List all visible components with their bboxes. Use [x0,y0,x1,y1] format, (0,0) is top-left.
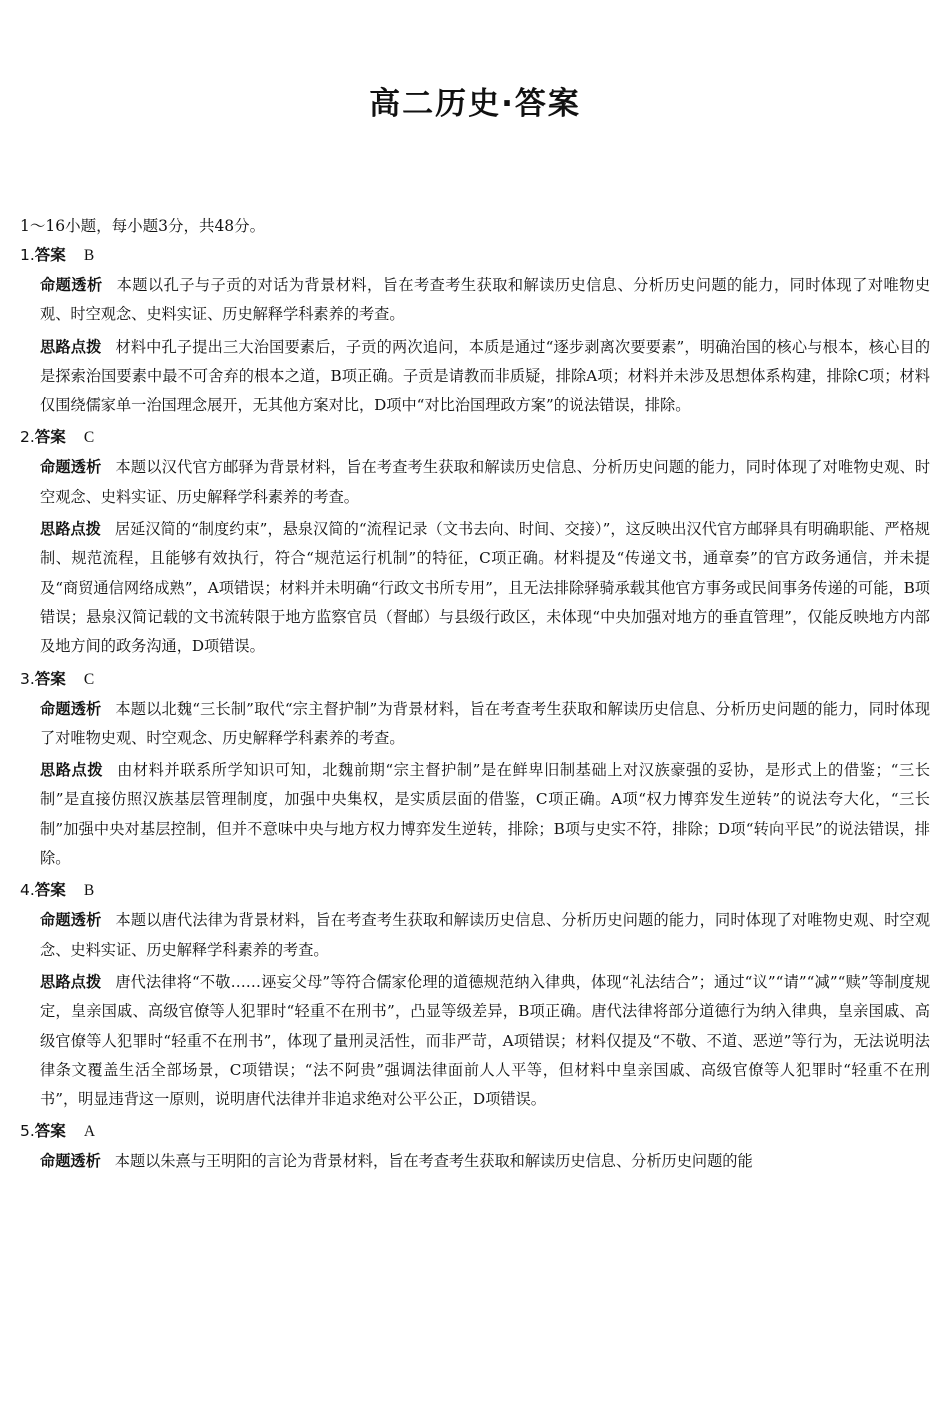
answer-line [20,423,930,452]
analysis-text: 本题以朱熹与王明阳的言论为背景材料，旨在考查考生获取和解读历史信息、分析历史问题的能 [114,1152,753,1171]
analysis-paragraph [40,453,930,512]
answer-letter: A [83,1123,96,1141]
hint-text: 居延汉简的“制度约束”，悬泉汉简的“流程记录（文书去向、时间、交接）”，这反映出汉代官方邮驿具有明确职能、严格规制、规范流程，且能够有效执行，符合“规范运行机制”的特征，C项正确。材料提及“传递文书，通章奏”的官方政务通信，并未提及“商贸通信网络成熟”，A项错误；材料并未明确“行政文书所专用”，且无法排除驿骑承载其他官方事务或民间事务传递的可能，B项错误；悬泉汉简记载的文书流转限于地方监察官员（督邮）与县级行政区，未体现“中央加强对地方的垂直管理”，仅能反映地方内部及地方间的政务沟通，D项错误。 [40,520,930,656]
hint-text: 由材料并联系所学知识可知，北魏前期“宗主督护制”是在鲜卑旧制基础上对汉族豪强的妥协，是形式上的借鉴；“三长制”是直接仿照汉族基层管理制度，加强中央集权，是实质层面的借鉴，C项正确。A项“权力博弈发生逆转”的说法夸大化，“三长制”加强中央对基层控制，但并不意味中央与地方权力博弈发生逆转，排除；B项与史实不符，排除；D项“转向平民”的说法错误，排除。 [40,761,931,868]
page-title: 高二历史·答案 [369,86,581,122]
analysis-text: 本题以北魏“三长制”取代“宗主督护制”为背景材料，旨在考查考生获取和解读历史信息、分析历史问题的能力，同时体现了对唯物史观、时空观念、历史解释学科素养的考查。 [40,699,931,747]
answer-line [20,1117,930,1146]
question-number: 3. [20,669,35,688]
hint-label: 思路点拨 [40,520,101,539]
hint-text: 唐代法律将“不敬……诬妄父母”等符合儒家伦理的道德规范纳入律典，体现“礼法结合”；通过“议”“请”“减”“赎”等制度规定，皇亲国戚、高级官僚等人犯罪时“轻重不在刑书”，凸显等级差异，B项正确。唐代法律将部分道德行为纳入律典，皇亲国戚、高级官僚等人犯罪时“轻重不在刑书”，体现了量刑灵活性，而非严苛，A项错误；材料仅提及“不敬、不道、恶逆”等行为，无法说明法律条文覆盖生活全部场景，C项错误；“法不阿贵”强调法律面前人人平等，但材料中皇亲国戚、高级官僚等人犯罪时“轻重不在刑书”，明显违背这一原则，说明唐代法律并非追求绝对公平公正，D项错误。 [40,972,931,1109]
answer-letter: C [83,429,95,447]
question-3 [20,665,930,874]
answer-content [20,212,930,1180]
intro-line: 1～16小题，每小题3分，共48分。 [20,217,266,235]
question-number: 1. [20,246,35,264]
hint-paragraph [40,333,930,421]
answer-letter: B [83,882,95,900]
hint-label: 思路点拨 [40,972,102,991]
answer-label: 答案 [34,881,66,900]
analysis-text: 本题以汉代官方邮驿为背景材料，旨在考查考生获取和解读历史信息、分析历史问题的能力，同时体现了对唯物史观、时空观念、史料实证、历史解释学科素养的考查。 [40,458,931,506]
answer-label: 答案 [34,669,66,688]
analysis-label: 命题透析 [40,1152,101,1171]
analysis-paragraph [40,906,930,965]
hint-paragraph [40,756,930,873]
analysis-text: 本题以孔子与子贡的对话为背景材料，旨在考查考生获取和解读历史信息、分析历史问题的能力，同时体现了对唯物史观、时空观念、史料实证、历史解释学科素养的考查。 [40,276,931,324]
analysis-label: 命题透析 [40,276,103,294]
question-4 [20,876,930,1114]
question-5 [20,1117,930,1176]
analysis-text: 本题以唐代法律为背景材料，旨在考查考生获取和解读历史信息、分析历史问题的能力，同时体现了对唯物史观、时空观念、史料实证、历史解释学科素养的考查。 [40,911,931,959]
analysis-label: 命题透析 [40,458,102,477]
hint-paragraph [40,968,930,1114]
answer-label: 答案 [34,246,66,264]
answer-label: 答案 [34,1122,66,1141]
answer-line [20,665,930,694]
analysis-label: 命题透析 [40,699,102,718]
answer-line [20,241,930,270]
hint-label: 思路点拨 [40,337,102,356]
hint-label: 思路点拨 [40,761,104,780]
answer-letter: B [83,247,95,264]
answer-letter: C [83,670,95,688]
analysis-paragraph [40,1147,930,1176]
analysis-paragraph [40,271,930,330]
analysis-label: 命题透析 [40,911,102,930]
answer-label: 答案 [34,428,66,447]
analysis-paragraph [40,695,930,754]
question-number: 5. [20,1122,35,1141]
question-2 [20,423,930,661]
question-number: 4. [20,881,35,900]
question-number: 2. [20,428,35,447]
answer-line [20,876,930,905]
question-1 [20,241,930,420]
hint-paragraph [40,515,930,661]
hint-text: 材料中孔子提出三大治国要素后，子贡的两次追问，本质是通过“逐步剥离次要要素”，明确治国的核心与根本，核心目的是探索治国要素中最不可舍弃的根本之道，B项正确。子贡是请教而非质疑，排除A项；材料并未涉及思想体系构建，排除C项；材料仅围绕儒家单一治国理念展开，无其他方案对比，D项中“对比治国理政方案”的说法错误，排除。 [40,337,931,415]
